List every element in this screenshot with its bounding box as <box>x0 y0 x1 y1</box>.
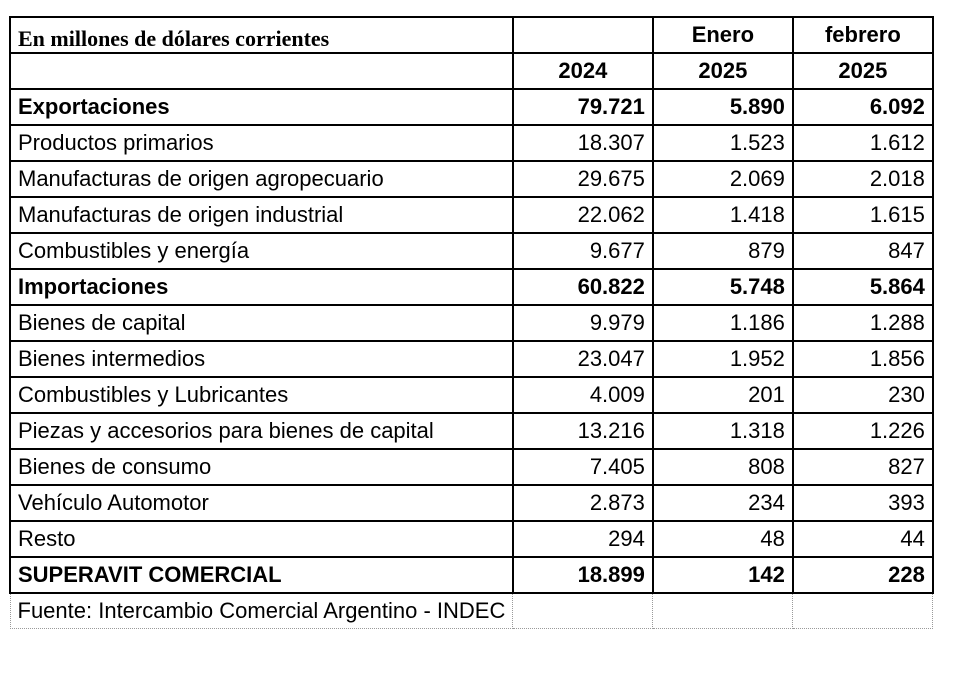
cell-enero-2025: 1.318 <box>653 413 793 449</box>
cell-2024: 18.307 <box>513 125 653 161</box>
cell-febrero-2025: 5.864 <box>793 269 933 305</box>
table-row <box>10 125 933 161</box>
row-label: Resto <box>10 521 513 557</box>
source-empty-cell <box>513 593 653 629</box>
cell-2024: 9.677 <box>513 233 653 269</box>
header-row-months <box>10 17 933 53</box>
cell-enero-2025: 879 <box>653 233 793 269</box>
table-row <box>10 341 933 377</box>
cell-2024: 18.899 <box>513 557 653 593</box>
cell-febrero-2025: 1.226 <box>793 413 933 449</box>
header-year-2025-enero: 2025 <box>653 53 793 89</box>
cell-febrero-2025: 1.615 <box>793 197 933 233</box>
cell-febrero-2025: 1.612 <box>793 125 933 161</box>
cell-2024: 294 <box>513 521 653 557</box>
table-row <box>10 233 933 269</box>
table-row-importaciones <box>10 269 933 305</box>
cell-enero-2025: 48 <box>653 521 793 557</box>
table-row <box>10 413 933 449</box>
cell-febrero-2025: 228 <box>793 557 933 593</box>
row-label: Bienes de capital <box>10 305 513 341</box>
row-label: Manufacturas de origen industrial <box>10 197 513 233</box>
cell-enero-2025: 5.748 <box>653 269 793 305</box>
cell-febrero-2025: 2.018 <box>793 161 933 197</box>
row-label: Piezas y accesorios para bienes de capital <box>10 413 513 449</box>
cell-2024: 60.822 <box>513 269 653 305</box>
table-row <box>10 485 933 521</box>
row-label: Exportaciones <box>10 89 513 125</box>
cell-2024: 2.873 <box>513 485 653 521</box>
cell-febrero-2025: 827 <box>793 449 933 485</box>
cell-febrero-2025: 230 <box>793 377 933 413</box>
cell-enero-2025: 5.890 <box>653 89 793 125</box>
row-label: Bienes de consumo <box>10 449 513 485</box>
source-note: Fuente: Intercambio Comercial Argentino - INDEC <box>10 593 513 629</box>
row-label: Combustibles y Lubricantes <box>10 377 513 413</box>
header-month-enero: Enero <box>653 17 793 53</box>
cell-febrero-2025: 847 <box>793 233 933 269</box>
cell-enero-2025: 1.523 <box>653 125 793 161</box>
cell-enero-2025: 2.069 <box>653 161 793 197</box>
cell-2024: 7.405 <box>513 449 653 485</box>
row-label: SUPERAVIT COMERCIAL <box>10 557 513 593</box>
header-year-2024: 2024 <box>513 53 653 89</box>
table-row <box>10 197 933 233</box>
source-empty-cell <box>653 593 793 629</box>
cell-febrero-2025: 6.092 <box>793 89 933 125</box>
header-empty-cell <box>513 17 653 53</box>
cell-2024: 4.009 <box>513 377 653 413</box>
header-month-febrero: febrero <box>793 17 933 53</box>
cell-enero-2025: 1.186 <box>653 305 793 341</box>
cell-enero-2025: 234 <box>653 485 793 521</box>
cell-enero-2025: 808 <box>653 449 793 485</box>
cell-2024: 13.216 <box>513 413 653 449</box>
table-row <box>10 305 933 341</box>
source-empty-cell <box>793 593 933 629</box>
cell-2024: 9.979 <box>513 305 653 341</box>
cell-febrero-2025: 44 <box>793 521 933 557</box>
table-row-exportaciones <box>10 89 933 125</box>
cell-febrero-2025: 1.856 <box>793 341 933 377</box>
header-row-years <box>10 53 933 89</box>
row-label: Productos primarios <box>10 125 513 161</box>
cell-2024: 22.062 <box>513 197 653 233</box>
table-title: En millones de dólares corrientes <box>10 17 513 53</box>
cell-febrero-2025: 393 <box>793 485 933 521</box>
cell-enero-2025: 201 <box>653 377 793 413</box>
trade-balance-table <box>9 16 934 629</box>
cell-febrero-2025: 1.288 <box>793 305 933 341</box>
row-label: Manufacturas de origen agropecuario <box>10 161 513 197</box>
cell-2024: 29.675 <box>513 161 653 197</box>
table-row <box>10 161 933 197</box>
header-empty-cell <box>10 53 513 89</box>
table-row <box>10 377 933 413</box>
header-year-2025-febrero: 2025 <box>793 53 933 89</box>
row-label: Combustibles y energía <box>10 233 513 269</box>
row-label: Vehículo Automotor <box>10 485 513 521</box>
cell-enero-2025: 1.952 <box>653 341 793 377</box>
table-row <box>10 449 933 485</box>
row-label: Bienes intermedios <box>10 341 513 377</box>
table-row-superavit <box>10 557 933 593</box>
row-label: Importaciones <box>10 269 513 305</box>
cell-2024: 23.047 <box>513 341 653 377</box>
cell-2024: 79.721 <box>513 89 653 125</box>
table-row <box>10 521 933 557</box>
trade-table-container <box>9 16 934 629</box>
source-row <box>10 593 933 629</box>
cell-enero-2025: 142 <box>653 557 793 593</box>
cell-enero-2025: 1.418 <box>653 197 793 233</box>
